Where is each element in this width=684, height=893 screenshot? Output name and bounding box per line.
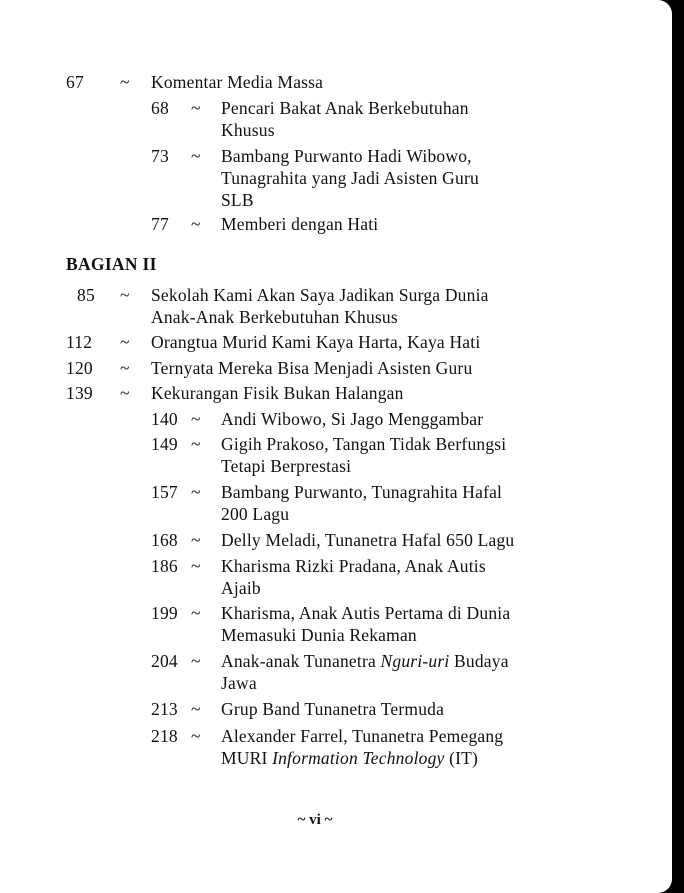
separator: ~ — [191, 214, 201, 234]
entry-title: Orangtua Murid Kami Kaya Harta, Kaya Hati — [151, 332, 481, 352]
separator: ~ — [191, 556, 201, 576]
page-number: 168 — [151, 530, 178, 550]
entry-title: Alexander Farrel, Tunanetra Pemegang MURI Information Technology (IT) — [221, 726, 504, 768]
page-number: 68 — [151, 98, 169, 118]
entry-title: Memberi dengan Hati — [221, 214, 379, 234]
separator: ~ — [191, 146, 201, 166]
page-number: 120 — [66, 358, 93, 378]
separator: ~ — [191, 409, 201, 429]
entry-title: Kharisma Rizki Pradana, Anak Autis Ajaib — [221, 556, 486, 598]
entry-title: Komentar Media Massa — [151, 72, 324, 92]
page-number: 73 — [151, 146, 169, 166]
page-folio: ~ vi ~ — [297, 812, 333, 828]
page-number: 218 — [151, 726, 178, 746]
separator: ~ — [191, 699, 201, 719]
entry-title: Bambang Purwanto, Tunagrahita Hafal 200 Lagu — [221, 482, 503, 524]
separator: ~ — [120, 383, 130, 403]
page-number: 85 — [77, 285, 95, 305]
entry-title: Anak-anak Tunanetra Nguri-uri Budaya Jawa — [221, 651, 509, 693]
separator: ~ — [120, 358, 130, 378]
page-number: 186 — [151, 556, 178, 576]
separator: ~ — [191, 530, 201, 550]
separator: ~ — [191, 726, 201, 746]
page-number: 140 — [151, 409, 178, 429]
page-number: 199 — [151, 603, 178, 623]
entry-title: Andi Wibowo, Si Jago Menggambar — [221, 409, 484, 429]
page-number: 157 — [151, 482, 178, 502]
page-number: 112 — [66, 332, 93, 352]
entry-title: Kekurangan Fisik Bukan Halangan — [151, 383, 404, 403]
separator: ~ — [120, 72, 130, 92]
page-number: 204 — [151, 651, 178, 671]
page-number: 139 — [66, 383, 93, 403]
separator: ~ — [191, 482, 201, 502]
entry-title: Grup Band Tunanetra Termuda — [221, 699, 445, 719]
entry-title: Pencari Bakat Anak Berkebutuhan Khusus — [221, 98, 469, 140]
section-heading: BAGIAN II — [66, 254, 157, 274]
entry-title: Kharisma, Anak Autis Pertama di Dunia Memasuki Dunia Rekaman — [221, 603, 511, 645]
entry-title: Delly Meladi, Tunanetra Hafal 650 Lagu — [221, 530, 515, 550]
separator: ~ — [120, 285, 130, 305]
separator: ~ — [191, 434, 201, 454]
entry-title: Bambang Purwanto Hadi Wibowo, Tunagrahita yang Jadi Asisten Guru SLB — [221, 146, 479, 210]
page-number: 213 — [151, 699, 178, 719]
entry-title: Ternyata Mereka Bisa Menjadi Asisten Guru — [151, 358, 473, 378]
separator: ~ — [191, 98, 201, 118]
separator: ~ — [191, 603, 201, 623]
entry-title: Sekolah Kami Akan Saya Jadikan Surga Dunia Anak-Anak Berkebutuhan Khusus — [151, 285, 489, 327]
page-number: 77 — [151, 214, 169, 234]
entry-title: Gigih Prakoso, Tangan Tidak Berfungsi Tetapi Berprestasi — [221, 434, 507, 476]
page-number: 149 — [151, 434, 178, 454]
separator: ~ — [120, 332, 130, 352]
page-number: 67 — [66, 72, 84, 92]
separator: ~ — [191, 651, 201, 671]
